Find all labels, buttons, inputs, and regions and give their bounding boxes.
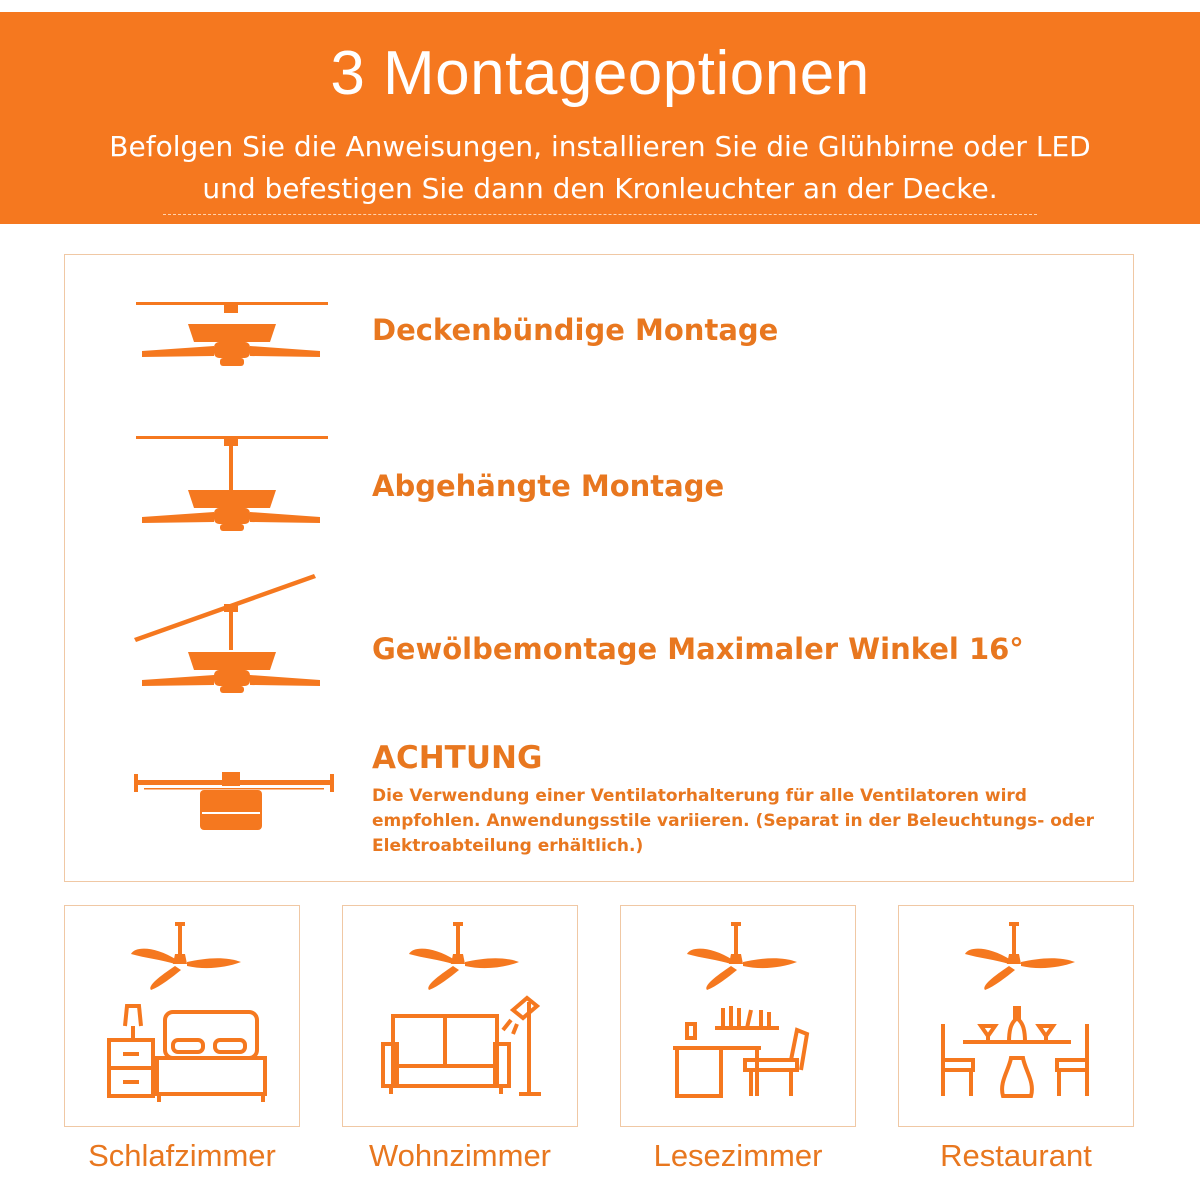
downrod-mount-fan-icon bbox=[130, 432, 340, 532]
study-room-icon bbox=[621, 906, 857, 1128]
option-downrod-mount-label: Abgehängte Montage bbox=[372, 469, 725, 503]
warning-title: ACHTUNG bbox=[372, 740, 543, 776]
room-card-study-room bbox=[620, 905, 856, 1127]
option-flush-mount-label: Deckenbündige Montage bbox=[372, 313, 779, 347]
warning-text: Die Verwendung einer Ventilatorhalterung für alle Ventilatoren wird empfohlen. Anwendungsstile variieren. (Separat in der Beleuchtungs- oder Elektroabteilung erhältlich.) bbox=[372, 786, 1094, 856]
living-room-icon bbox=[343, 906, 579, 1128]
angled-mount-fan-icon bbox=[130, 570, 340, 695]
option-angled-mount-label: Gewölbemontage Maximaler Winkel 16° bbox=[372, 632, 1024, 666]
header-banner bbox=[0, 12, 1200, 224]
room-card-bedroom bbox=[64, 905, 300, 1127]
fan-brace-bracket-icon bbox=[130, 768, 340, 838]
room-label-study-room: Lesezimmer bbox=[653, 1138, 823, 1173]
restaurant-icon bbox=[899, 906, 1135, 1128]
subtitle-line-2: und befestigen Sie dann den Kronleuchter an der Decke. bbox=[202, 172, 998, 205]
page-subtitle bbox=[0, 126, 1200, 210]
room-label-bedroom: Schlafzimmer bbox=[88, 1138, 276, 1173]
flush-mount-fan-icon bbox=[130, 296, 340, 376]
room-label-living-room: Wohnzimmer bbox=[368, 1138, 552, 1173]
room-card-living-room bbox=[342, 905, 578, 1127]
subtitle-line-1: Befolgen Sie die Anweisungen, installieren Sie die Glühbirne oder LED bbox=[109, 130, 1091, 163]
header-divider bbox=[163, 214, 1037, 215]
bedroom-icon bbox=[65, 906, 301, 1128]
page-title: 3 Montageoptionen bbox=[330, 39, 870, 108]
room-card-restaurant bbox=[898, 905, 1134, 1127]
room-label-restaurant: Restaurant bbox=[940, 1138, 1092, 1173]
